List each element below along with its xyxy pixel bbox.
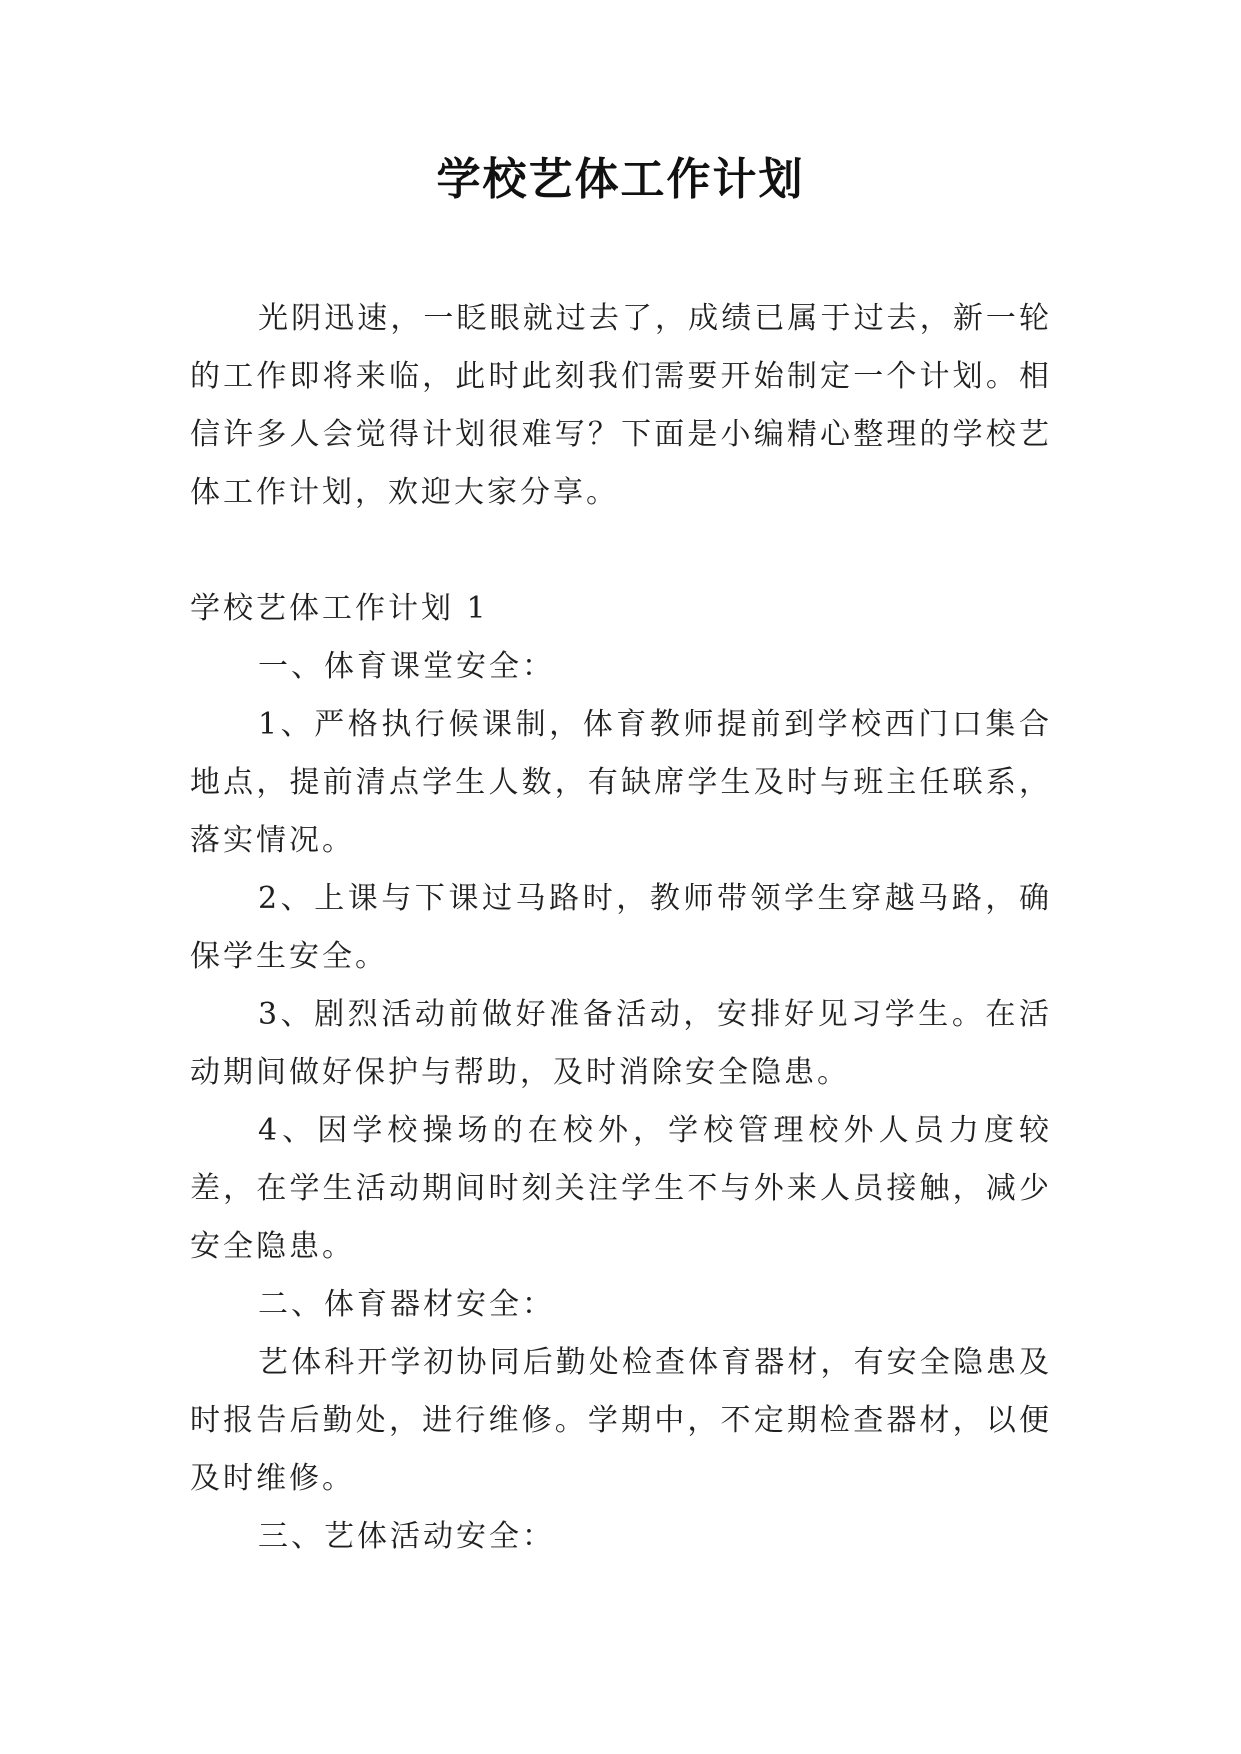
paragraph-item-1: 1、严格执行候课制，体育教师提前到学校西门口集合地点，提前清点学生人数，有缺席学生及时与班主任联系，落实情况。 xyxy=(190,707,1052,858)
document-title: 学校艺体工作计划 xyxy=(436,154,805,205)
paragraph-item-4: 4、因学校操场的在校外，学校管理校外人员力度较差，在学生活动期间时刻关注学生不与外来人员接触，减少安全隐患。 xyxy=(190,1113,1052,1264)
heading-activity-safety: 三、艺体活动安全： xyxy=(258,1519,555,1554)
section-title: 学校艺体工作计划 1 xyxy=(190,591,489,626)
paragraph-item-2: 2、上课与下课过马路时，教师带领学生穿越马路，确保学生安全。 xyxy=(190,881,1052,974)
heading-pe-class-safety: 一、体育课堂安全： xyxy=(258,649,555,684)
paragraph-item-3: 3、剧烈活动前做好准备活动，安排好见习学生。在活动期间做好保护与帮助，及时消除安全隐患。 xyxy=(190,997,1052,1090)
paragraph-equipment: 艺体科开学初协同后勤处检查体育器材，有安全隐患及时报告后勤处，进行维修。学期中，不定期检查器材，以便及时维修。 xyxy=(190,1345,1052,1496)
heading-equipment-safety: 二、体育器材安全： xyxy=(258,1287,555,1322)
intro-paragraph: 光阴迅速，一眨眼就过去了，成绩已属于过去，新一轮的工作即将来临，此时此刻我们需要开始制定一个计划。相信许多人会觉得计划很难写？下面是小编精心整理的学校艺体工作计划，欢迎大家分享。 xyxy=(190,301,1052,510)
document-body xyxy=(190,290,1052,1566)
